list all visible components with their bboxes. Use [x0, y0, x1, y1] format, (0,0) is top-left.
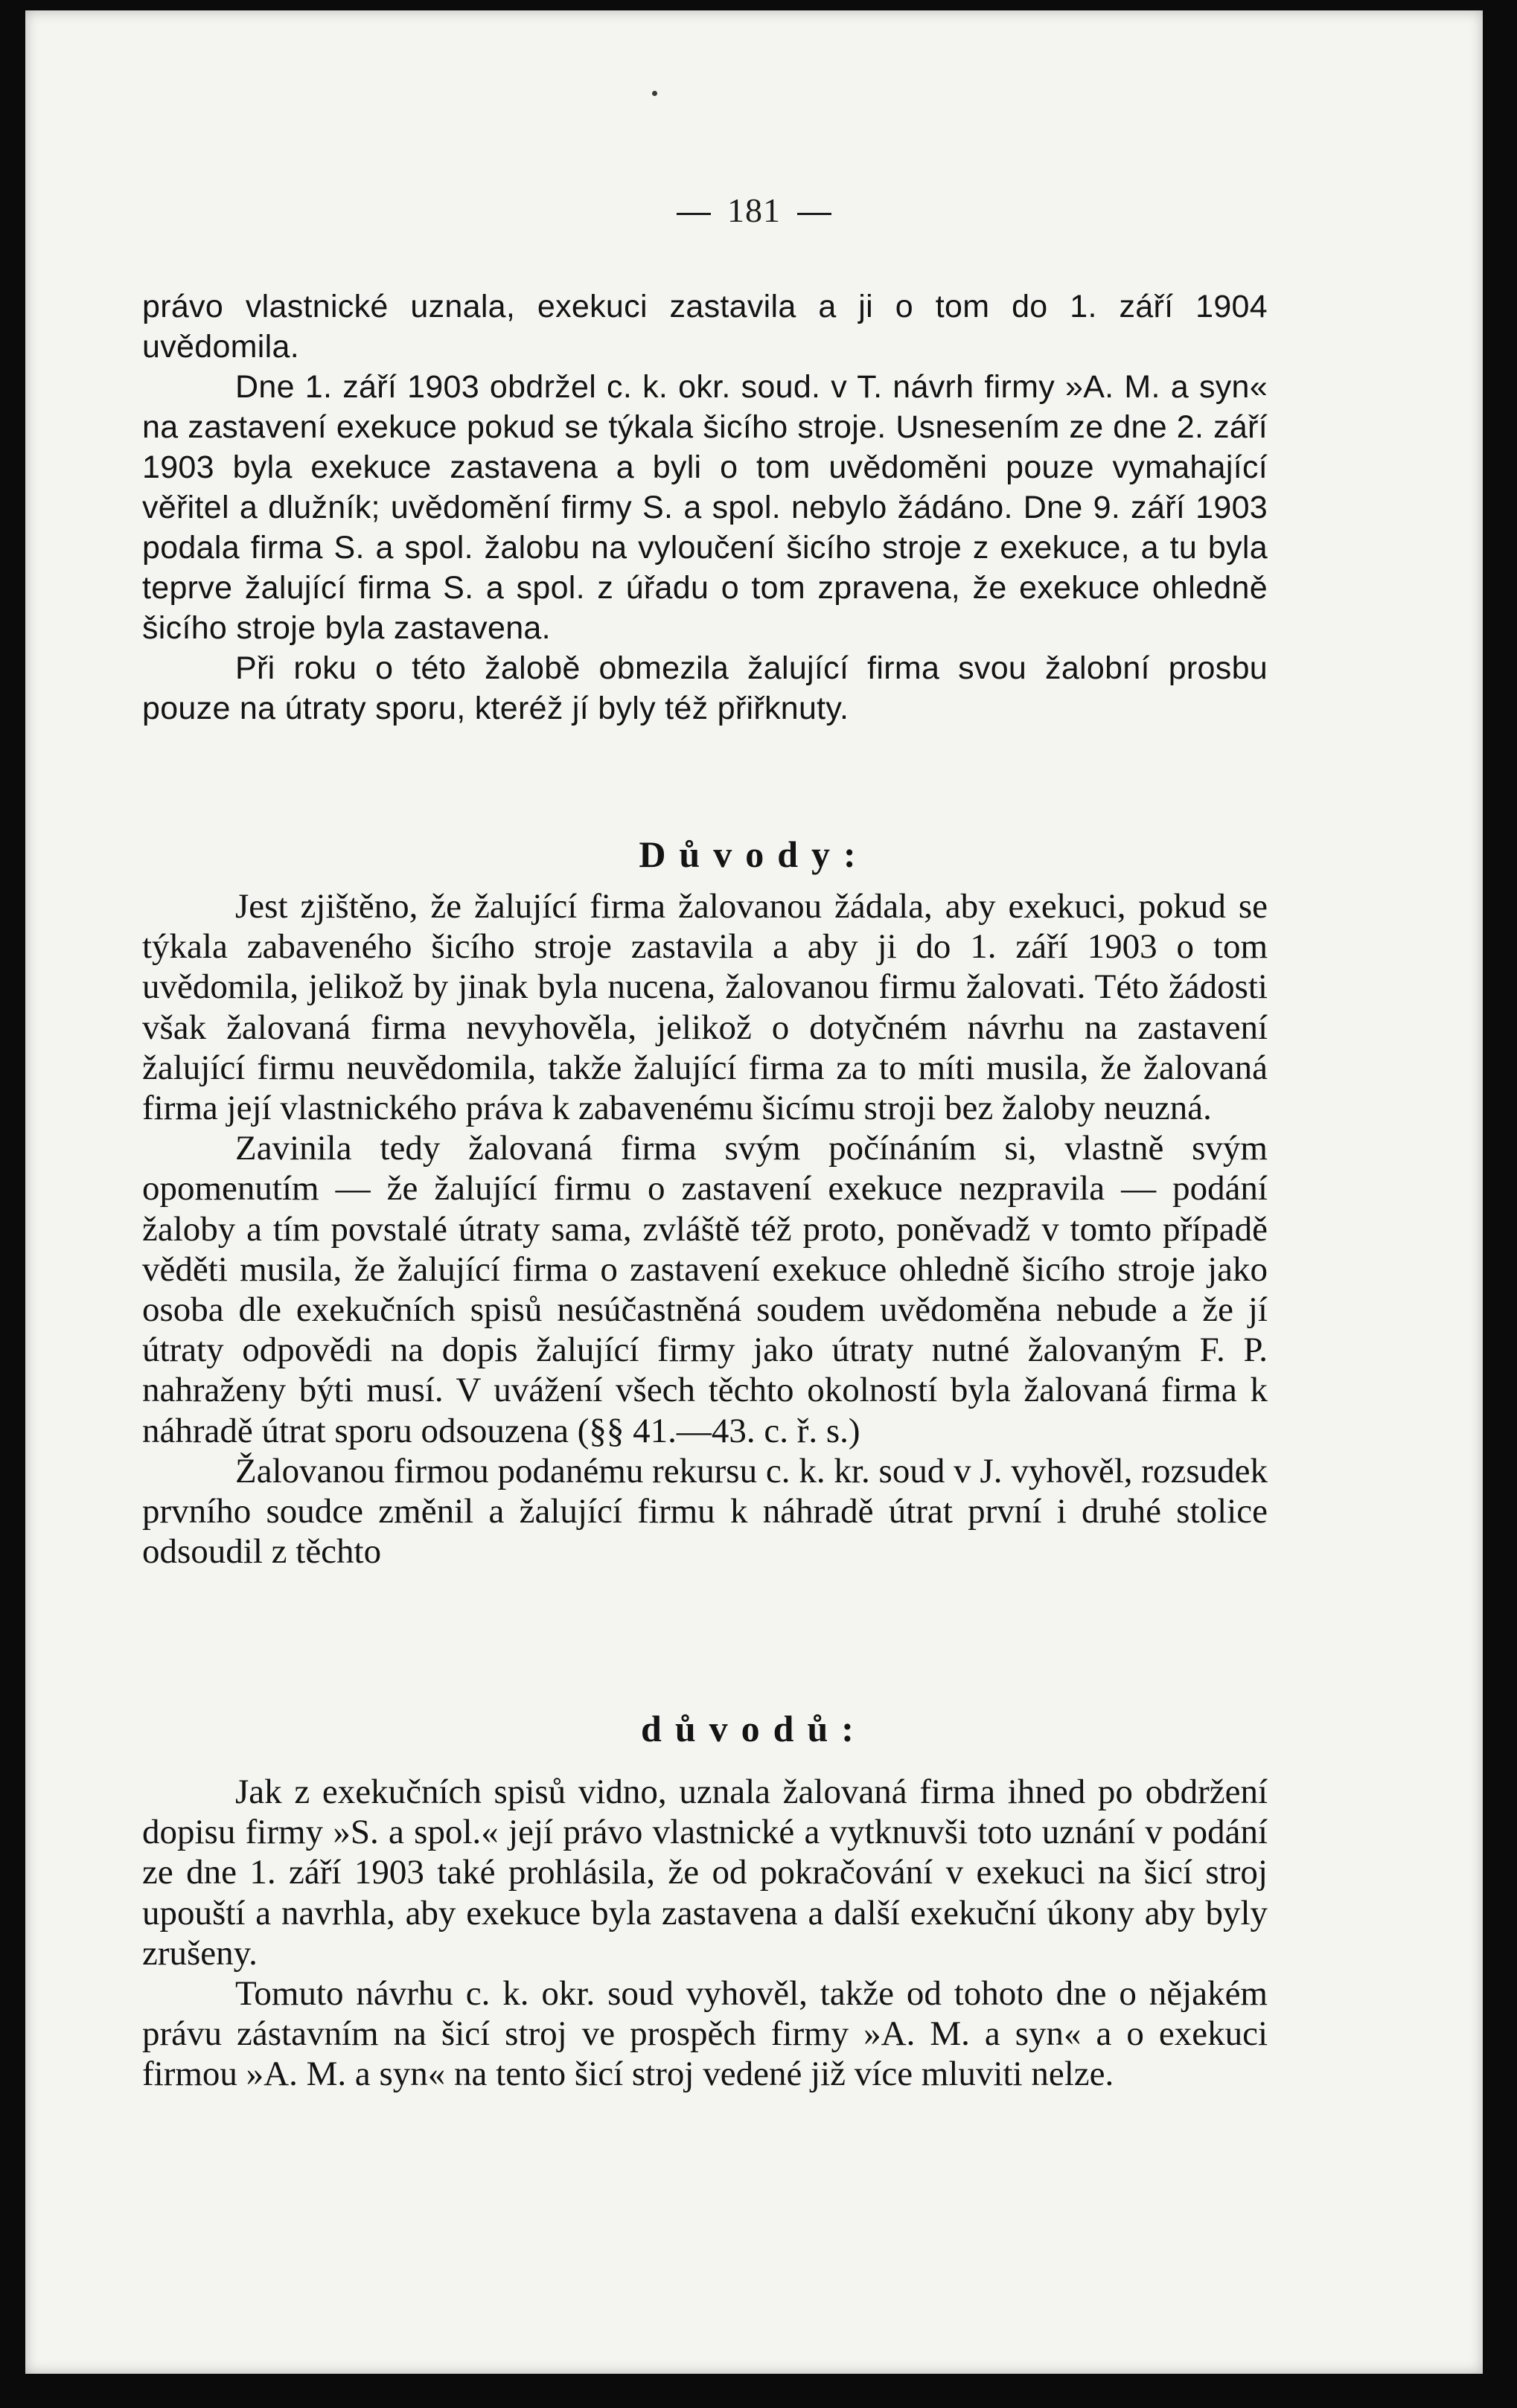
section-facts: [142, 286, 1268, 729]
section-heading-reasons: Důvody:: [639, 833, 869, 875]
section-appeal-reasons: [142, 1772, 1268, 2095]
paragraph: Jak z exekučních spisů vidno, uznala žalovaná firma ihned po obdržení dopisu firmy »S. a spol.« její právo vlastnické a vytknuvši toto uznání v podání ze dne 1. září 1903 také prohlásila, že od pokračování v exekuci na šicí stroj upouští a navrhla, aby exekuce byla zastavena a další exekuční úkony aby byly zrušeny.: [142, 1773, 1268, 1973]
paragraph: Při roku o této žalobě obmezila žalující firma svou žalobní prosbu pouze na útraty sporu, kteréž jí byly též přiřknuty.: [142, 650, 1268, 726]
paragraph: právo vlastnické uznala, exekuci zastavila a ji o tom do 1. září 1904 uvědomila.: [142, 289, 1268, 365]
paragraph: Dne 1. září 1903 obdržel c. k. okr. soud. v T. návrh firmy »A. M. a syn« na zastavení exekuce pokud se týkala šicího stroje. Usnesením ze dne 2. září 1903 byla exekuce zastavena a byli o tom uvědoměni pouze vymahající věřitel a dlužník; uvědomění firmy S. a spol. nebylo žádáno. Dne 9. září 1903 podala firma S. a spol. žalobu na vyloučení šicího stroje z exekuce, a tu byla teprve žalující firma S. a spol. z úřadu o tom zpravena, že exekuce ohledně šicího stroje byla zastavena.: [142, 369, 1268, 646]
folio-dash-left: [677, 213, 711, 215]
page-number-text: 181: [727, 191, 781, 229]
print-speck: [652, 91, 657, 96]
section-reasons: [142, 886, 1268, 1572]
paragraph: Tomuto návrhu c. k. okr. soud vyhověl, takže od tohoto dne o nějakém právu zástavním na šicí stroj ve prospěch firmy »A. M. a syn« a o exekuci firmou »A. M. a syn« na tento šicí stroj vedené již více mluviti nelze.: [142, 1974, 1268, 2094]
paragraph: Žalovanou firmou podanému rekursu c. k. kr. soud v J. vyhověl, rozsudek prvního soudce změnil a žalující firmu k náhradě útrat první i druhé stolice odsoudil z těchto: [142, 1451, 1268, 1572]
paragraph: Zavinila tedy žalovaná firma svým počínáním si, vlastně svým opomenutím — že žalující firmu o zastavení exekuce nezpravila — podání žaloby a tím povstalé útraty sama, zvláště též proto, poněvadž v tomto případě věděti musila, že žalující firma o zastavení exekuce ohledně šicího stroje jako osoba dle exekučních spisů nesúčastněná soudem uvědoměna nebude a že jí útraty odpovědi na dopis žalující firmy jako útraty nutné žalovaným F. P. nahraženy býti musí. V uvážení všech těchto okolností byla žalovaná firma k náhradě útrat sporu odsouzena (§§ 41.—43. c. ř. s.): [142, 1129, 1268, 1450]
book-page: [25, 10, 1483, 2374]
page-number: [25, 190, 1483, 230]
paragraph: Jest zjištěno, že žalující firma žalovanou žádala, aby exekuci, pokud se týkala zabaveného šicího stroje zastavila a aby ji do 1. září 1903 o tom uvědomila, jelikož by jinak byla nucena, žalovanou firmu žalovati. Této žádosti však žalovaná firma nevyhověla, jelikož o dotyčném návrhu na zastavení žalující firmu neuvědomila, takže žalující firma za to míti musila, že žalovaná firma její vlastnického práva k zabavenému šicímu stroji bez žaloby neuzná.: [142, 887, 1268, 1128]
section-heading-appeal-reasons: důvodů:: [641, 1708, 867, 1749]
folio-dash-right: [797, 213, 831, 215]
